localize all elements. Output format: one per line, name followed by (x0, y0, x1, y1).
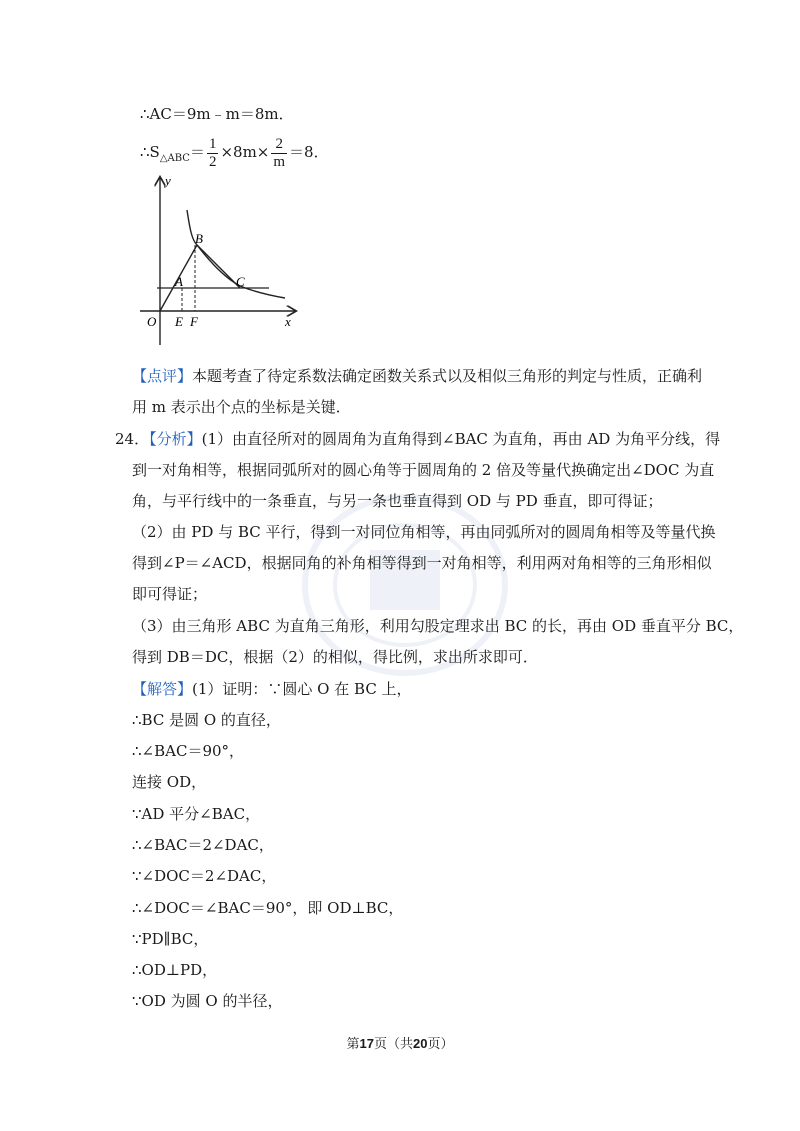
area-mid: ×8m× (220, 143, 270, 161)
analysis-text-6: 即可得证； (132, 585, 208, 603)
area-eq: ＝ (189, 143, 205, 161)
footer-suffix: 页） (427, 1037, 454, 1052)
comment-text-2: 用 m 表示出个点的坐标是关键． (132, 398, 351, 416)
segment-bc (197, 245, 240, 288)
coordinate-graph (135, 170, 305, 355)
footer-mid: 页（共 (373, 1037, 413, 1052)
point-label-e: E (175, 314, 183, 329)
analysis-text-2: 到一对角相等，根据同弧所对的圆心角等于圆周角的 2 倍及等量代换确定出∠DOC 为直 (132, 461, 715, 479)
two-over-m-fraction (271, 136, 287, 171)
footer-page-number: 17 (359, 1036, 374, 1051)
analysis-tag: 【分析】 (149, 430, 202, 448)
comment-line-1 (132, 366, 702, 386)
analysis-text-1: (1）由直径所对的圆周角为直角得到∠BAC 为直角，再由 AD 为角平分线，得 (201, 430, 721, 448)
solution-text-6: ∴∠BAC＝2∠DAC， (132, 836, 274, 854)
solution-text-10: ∴OD⊥PD， (132, 961, 218, 979)
area-prefix: ∴S (140, 143, 160, 161)
area-line (140, 132, 329, 172)
footer-total-pages: 20 (413, 1036, 428, 1051)
answer-tag: 【解答】 (132, 680, 193, 698)
q24-number: 24． (115, 430, 150, 448)
solution-text-2: ∴BC 是圆 O 的直径， (132, 711, 281, 729)
analysis-text-8: 得到 DB＝DC，根据（2）的相似，得比例，求出所求即可． (132, 648, 538, 666)
point-label-c: C (236, 274, 245, 289)
solution-text-1: (1）证明：∵圆心 O 在 BC 上， (192, 680, 412, 698)
y-axis-label: y (165, 173, 171, 188)
point-label-o: O (147, 314, 157, 329)
analysis-text-4: （2）由 PD 与 BC 平行，得到一对同位角相等，再由同弧所对的圆周角相等及等量代换 (132, 523, 716, 541)
half-fraction (207, 136, 219, 171)
analysis-text-5: 得到∠P＝∠ACD，根据同角的补角相等得到一对角相等，利用两对角相等的三角形相似 (132, 554, 712, 572)
solution-text-9: ∵PD∥BC， (132, 930, 209, 948)
solution-text-3: ∴∠BAC＝90°， (132, 742, 245, 760)
half-denominator: 2 (208, 153, 217, 170)
footer-prefix: 第 (346, 1037, 360, 1052)
comment-text-1: 本题考查了待定系数法确定函数关系式以及相似三角形的判定与性质，正确利 (192, 367, 703, 385)
q24-analysis-line-1 (115, 429, 720, 449)
answer-line-1 (132, 679, 412, 699)
solution-text-7: ∵∠DOC＝2∠DAC， (132, 867, 277, 885)
frac2-numerator: 2 (275, 135, 283, 152)
comment-tag: 【点评】 (132, 367, 193, 385)
solution-text-5: ∵AD 平分∠BAC， (132, 805, 261, 823)
analysis-text-7: （3）由三角形 ABC 为直角三角形，利用勾股定理求出 BC 的长，再由 OD 垂直平分 BC， (132, 617, 744, 635)
frac2-denominator: m (273, 153, 286, 170)
solution-text-11: ∵OD 为圆 O 的半径， (132, 992, 283, 1010)
ac-line: ∴AC＝9m﹣m＝8m． (140, 105, 294, 123)
point-label-a: A (175, 274, 183, 289)
area-subscript: △ABC (159, 153, 190, 164)
analysis-text-3: 角，与平行线中的一条垂直，与另一条也垂直得到 OD 与 PD 垂直，即可得证； (132, 492, 663, 510)
point-label-f: F (190, 314, 198, 329)
page-footer (0, 1033, 800, 1052)
solution-text-8: ∴∠DOC＝∠BAC＝90°，即 OD⊥BC， (132, 899, 404, 917)
x-axis-label: x (285, 314, 291, 329)
area-end: ＝8． (289, 143, 329, 161)
solution-text-4: 连接 OD， (132, 773, 207, 791)
point-label-b: B (195, 231, 203, 246)
half-numerator: 1 (208, 135, 217, 152)
